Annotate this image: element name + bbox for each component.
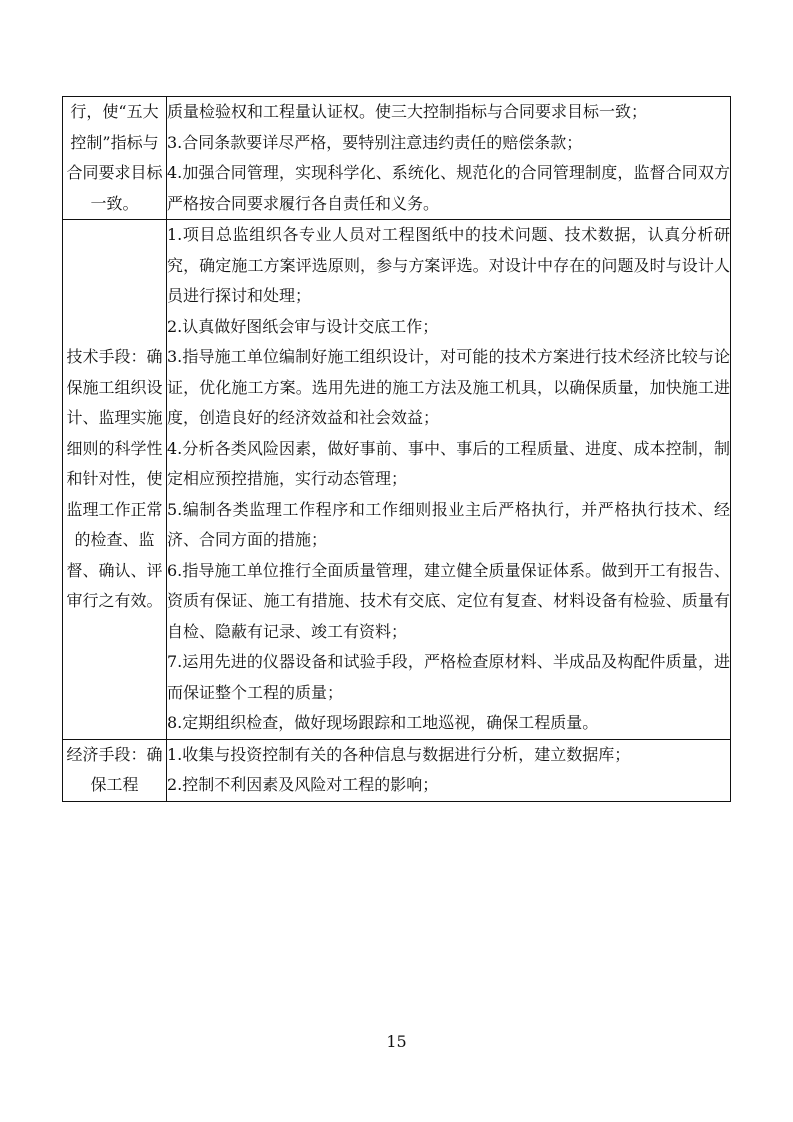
list-item: 1.项目总监组织各专业人员对工程图纸中的技术问题、技术数据，认真分析研究，确定施工方案评选原则，参与方案评选。对设计中存在的问题及时与设计人员进行探讨和处理；: [167, 225, 730, 305]
list-item: 2.认真做好图纸会审与设计交底工作；: [167, 316, 439, 336]
list-item: 5.编制各类监理工作程序和工作细则报业主后严格执行，并严格执行技术、经济、合同方面的措施；: [167, 499, 730, 549]
list-item: 8.定期组织检查，做好现场跟踪和工地巡视，确保工程质量。: [167, 713, 599, 732]
list-item: 4.分析各类风险因素，做好事前、事中、事后的工程质量、进度、成本控制，制定相应预控措施，实行动态管理；: [167, 438, 730, 488]
list-item: 6.指导施工单位推行全面质量管理，建立健全质量保证体系。做到开工有报告、资质有保证、施工有措施、技术有交底、定位有复查、材料设备有检验、质量有自检、隐蔽有记录、竣工有资料；: [167, 560, 730, 641]
list-item: 3.合同条款要详尽严格，要特别注意违约责任的赔偿条款；: [167, 132, 583, 152]
list-item: 2.控制不利因素及风险对工程的影响；: [167, 775, 439, 794]
row-label-contract: 行，使“五大控制”指标与合同要求目标一致。: [63, 97, 167, 220]
table-row: [63, 97, 731, 220]
table-row: [63, 220, 731, 740]
row-content-technical: [167, 220, 731, 740]
list-item: 1.收集与投资控制有关的各种信息与数据进行分析，建立数据库；: [167, 744, 631, 764]
table-row: [63, 739, 731, 801]
row-content-contract: [167, 97, 731, 220]
list-item: 7.运用先进的仪器设备和试验手段，严格检查原材料、半成品及构配件质量，进而保证整个工程的质量；: [167, 652, 730, 702]
row-content-economic: [167, 739, 731, 801]
page-number: 15: [386, 1032, 407, 1051]
list-item: 质量检验权和工程量认证权。使三大控制指标与合同要求目标一致；: [167, 102, 648, 121]
list-item: 4.加强合同管理，实现科学化、系统化、规范化的合同管理制度，监督合同双方严格按合同要求履行各自责任和义务。: [167, 163, 730, 213]
row-label-economic: 经济手段：确保工程: [63, 739, 167, 801]
measures-table: [62, 96, 731, 802]
list-item: 3.指导施工单位编制好施工组织设计，对可能的技术方案进行技术经济比较与论证，优化施工方案。选用先进的施工方法及施工机具，以确保质量，加快施工进度，创造良好的经济效益和社会效益；: [167, 347, 730, 427]
row-label-technical: 技术手段：确保施工组织设计、监理实施细则的科学性和针对性，使监理工作正常的检查、监督、确认、评审行之有效。: [63, 220, 167, 740]
